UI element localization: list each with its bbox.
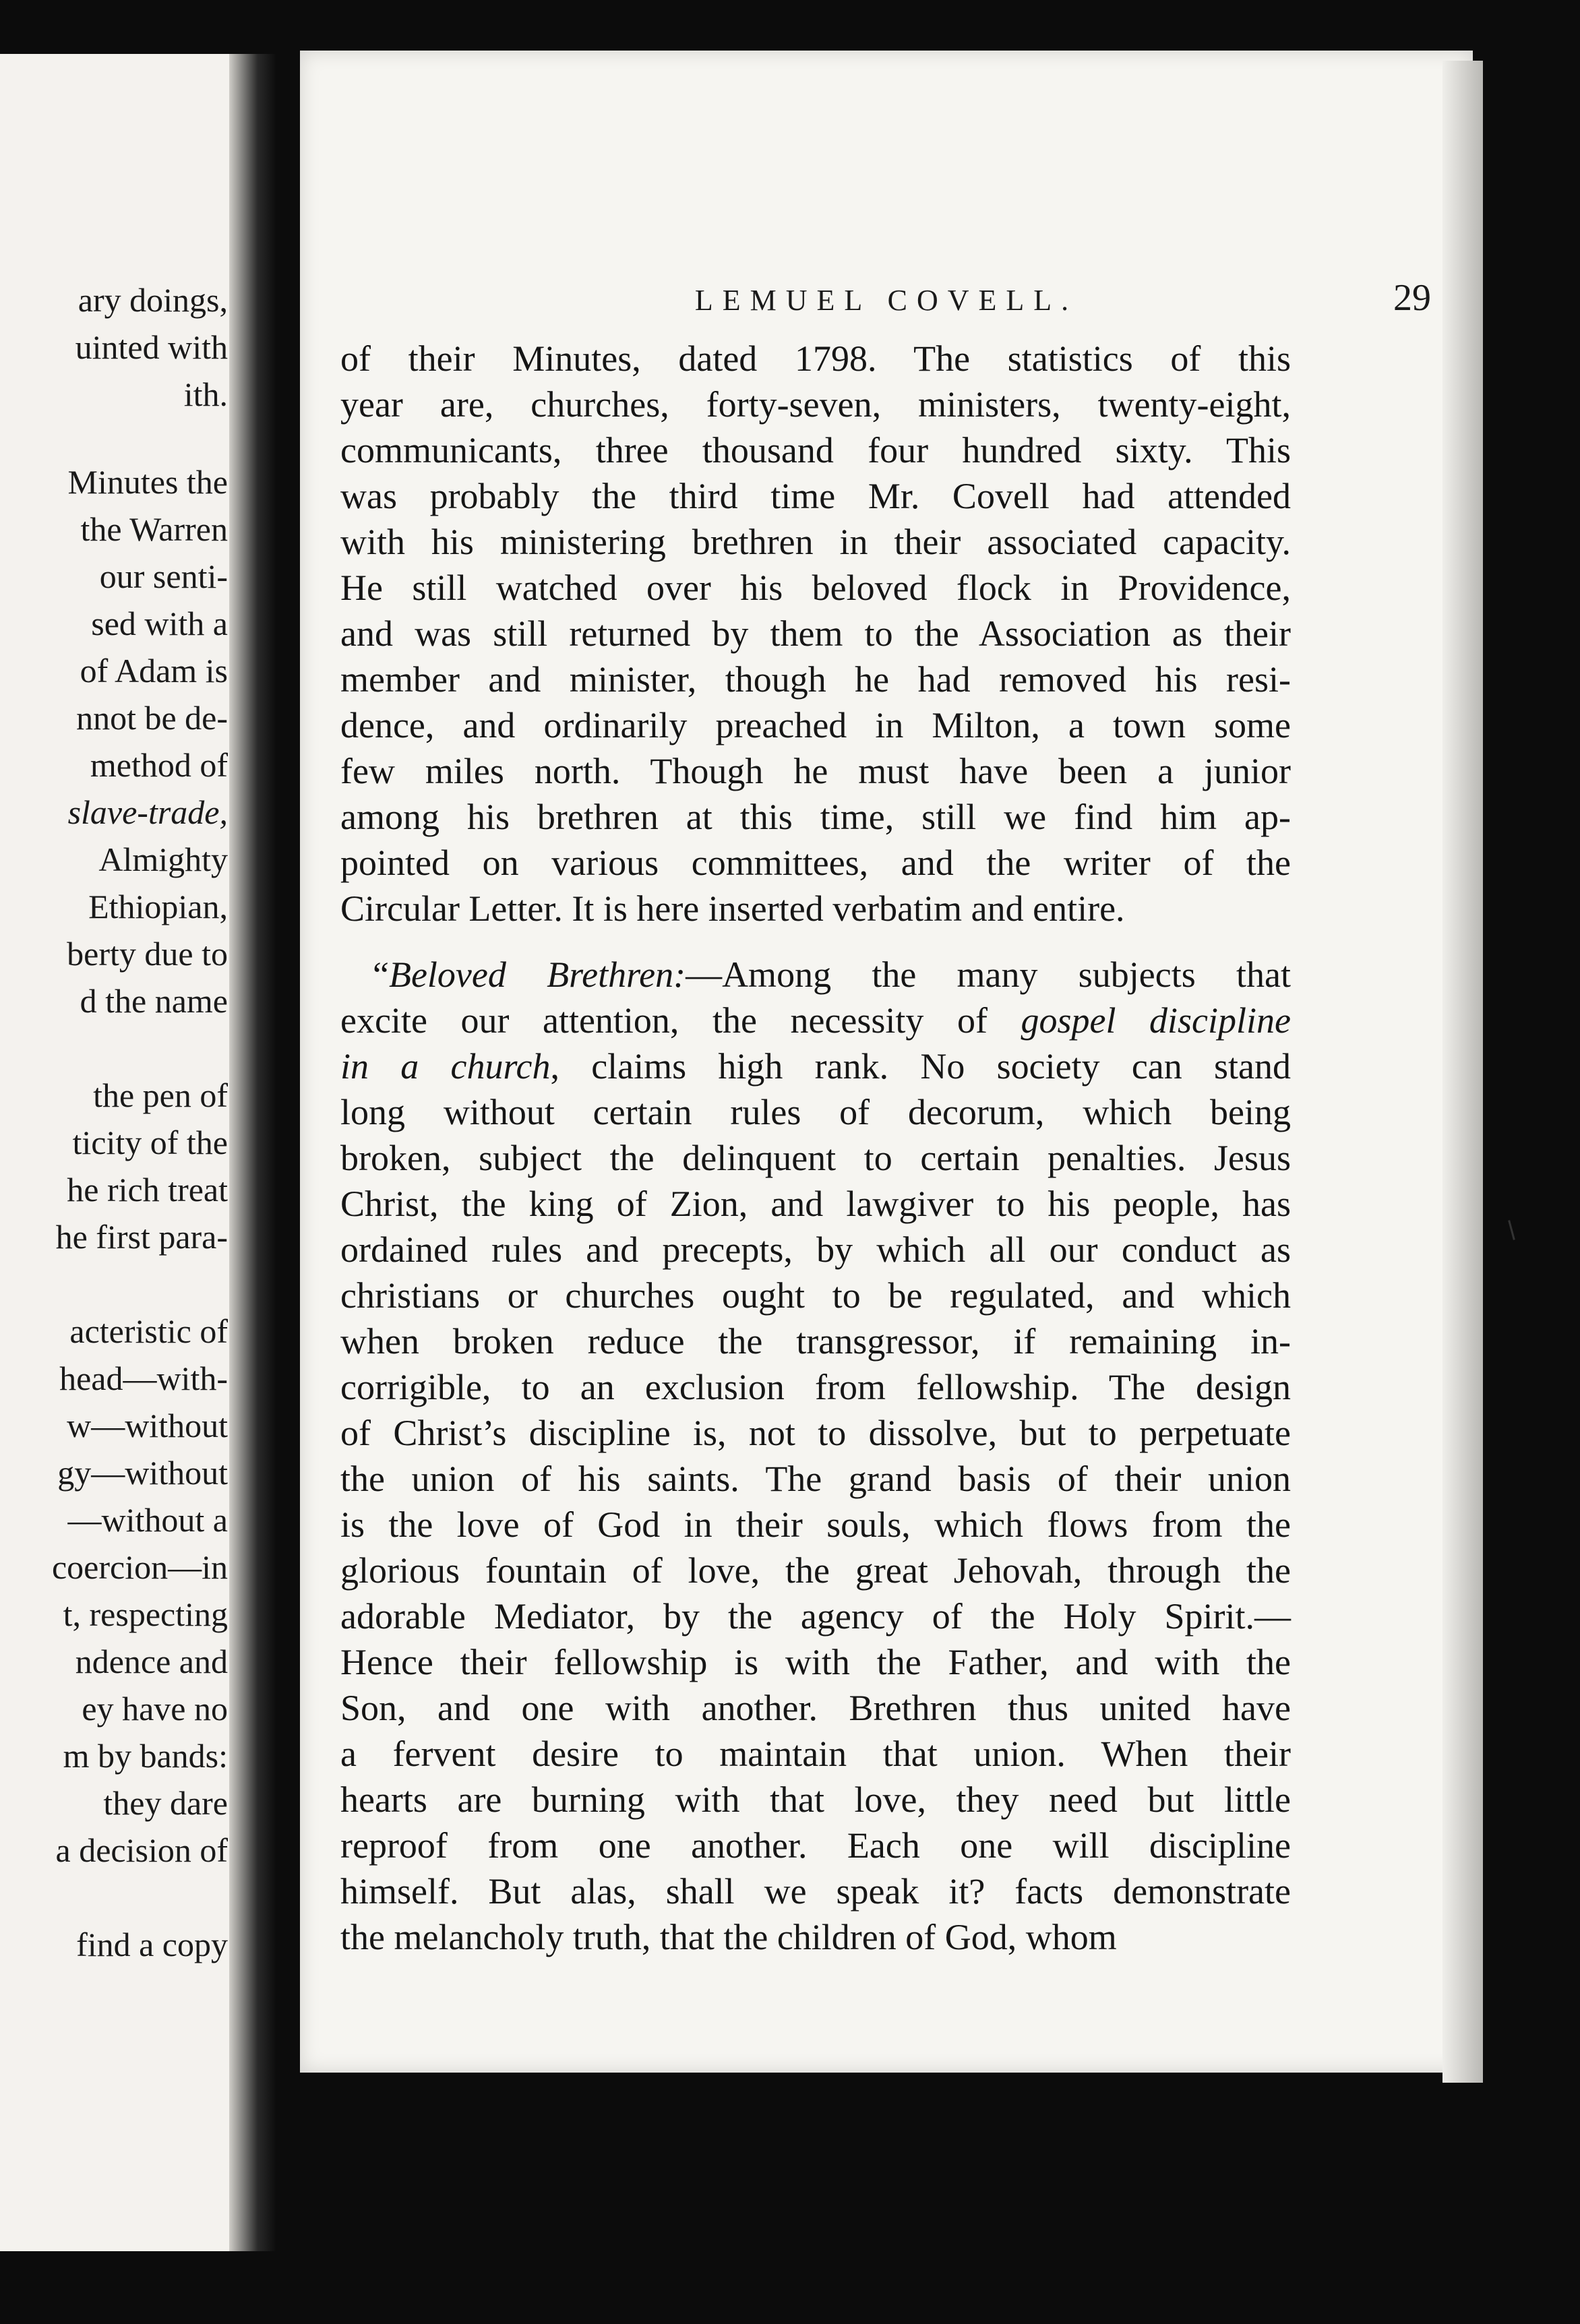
left-page-line: gy—without — [57, 1454, 228, 1492]
body-text-line: broken, subject the delinquent to certain penalties. Jesus — [340, 1138, 1291, 1178]
left-page-line: coercion—in — [51, 1548, 228, 1586]
left-page-line: he rich treat — [67, 1171, 228, 1209]
left-page-line: —without a — [67, 1501, 228, 1539]
body-text-line: himself. But alas, shall we speak it? facts demonstrate — [340, 1871, 1291, 1912]
right-page — [300, 51, 1473, 2073]
body-text-line: ordained rules and precepts, by which all our conduct as — [340, 1229, 1291, 1270]
left-page-line: they dare — [103, 1784, 228, 1822]
left-page-line: our senti- — [99, 557, 228, 595]
left-page-line: Ethiopian, — [88, 888, 228, 925]
body-text-line: hearts are burning with that love, they need but little — [340, 1779, 1291, 1820]
page-number: 29 — [1393, 277, 1431, 319]
body-text-line: dence, and ordinarily preached in Milton, a town some — [340, 705, 1291, 745]
body-text-line: corrigible, to an exclusion from fellowship. The design — [340, 1367, 1291, 1407]
running-head: LEMUEL COVELL. — [694, 284, 1078, 317]
left-page-line: Almighty — [98, 840, 228, 878]
left-page-line: ey have no — [82, 1690, 228, 1727]
margin-mark — [1508, 1220, 1515, 1240]
body-text-line: when broken reduce the transgressor, if remaining in- — [340, 1321, 1291, 1362]
body-text-line: among his brethren at this time, still we find him ap- — [340, 797, 1291, 837]
body-text-line: excite our attention, the necessity of gospel discipline — [340, 1000, 1291, 1041]
page-edge — [1442, 61, 1483, 2083]
left-page-line: ary doings, — [78, 281, 228, 319]
body-text-line: Circular Letter. It is here inserted verbatim and entire. — [340, 888, 1125, 929]
body-text-line: Christ, the king of Zion, and lawgiver to his people, has — [340, 1184, 1291, 1224]
body-text-line: of their Minutes, dated 1798. The statistics of this — [340, 338, 1291, 379]
body-text-line: “Beloved Brethren:—Among the many subjects that — [373, 954, 1291, 995]
left-page-line: the pen of — [93, 1076, 228, 1114]
body-text-line: is the love of God in their souls, which flows from the — [340, 1504, 1291, 1545]
left-page-line: berty due to — [67, 935, 228, 973]
body-text-line: adorable Mediator, by the agency of the Holy Spirit.— — [340, 1596, 1291, 1637]
left-page-line: ticity of the — [72, 1124, 228, 1161]
body-text-line: few miles north. Though he must have been a junior — [340, 751, 1291, 791]
left-page-line: the Warren — [80, 510, 228, 548]
left-page-line: of Adam is — [80, 652, 228, 690]
body-text-line: a fervent desire to maintain that union. When their — [340, 1734, 1291, 1774]
body-text-line: long without certain rules of decorum, which being — [340, 1092, 1291, 1132]
left-page-line: uinted with — [75, 328, 228, 366]
body-text-line: the melancholy truth, that the children of God, whom — [340, 1917, 1117, 1957]
body-text-line: of Christ’s discipline is, not to dissolve, but to perpetuate — [340, 1413, 1291, 1453]
body-text-line: He still watched over his beloved flock in Providence, — [340, 568, 1291, 608]
body-text-line: year are, churches, forty-seven, ministers, twenty-eight, — [340, 384, 1291, 425]
left-page — [0, 54, 244, 2251]
left-page-line: method of — [90, 746, 228, 784]
left-page-line: a decision of — [55, 1831, 228, 1869]
left-page-line: slave-trade, — [67, 793, 228, 831]
body-text-line: pointed on various committees, and the writer of the — [340, 843, 1291, 883]
book-gutter — [229, 54, 276, 2251]
body-text-line: reproof from one another. Each one will discipline — [340, 1825, 1291, 1866]
left-page-line: w—without — [67, 1407, 228, 1444]
left-page-line: d the name — [80, 982, 228, 1020]
body-text-line: glorious fountain of love, the great Jehovah, through the — [340, 1550, 1291, 1591]
left-page-line: ndence and — [75, 1643, 228, 1680]
body-text-line: the union of his saints. The grand basis of their union — [340, 1459, 1291, 1499]
body-text-line: christians or churches ought to be regulated, and which — [340, 1275, 1291, 1316]
left-page-line: Minutes the — [67, 463, 228, 501]
body-text-line: was probably the third time Mr. Covell had attended — [340, 476, 1291, 516]
left-page-line: nnot be de- — [76, 699, 228, 737]
left-page-line: find a copy — [76, 1926, 228, 1963]
body-text-line: Hence their fellowship is with the Father, and with the — [340, 1642, 1291, 1682]
body-text-line: member and minister, though he had removed his resi- — [340, 659, 1291, 700]
left-page-line: m by bands: — [63, 1737, 228, 1775]
body-text-line: and was still returned by them to the Association as their — [340, 613, 1291, 654]
left-page-line: head—with- — [59, 1359, 228, 1397]
left-page-line: ith. — [183, 375, 228, 413]
body-text-line: with his ministering brethren in their associated capacity. — [340, 522, 1291, 562]
left-page-line: t, respecting — [63, 1595, 228, 1633]
left-page-line: sed with a — [91, 605, 228, 642]
left-page-line: he first para- — [55, 1218, 228, 1256]
body-text-line: communicants, three thousand four hundred sixty. This — [340, 430, 1291, 470]
left-page-line: acteristic of — [69, 1312, 228, 1350]
body-text-line: Son, and one with another. Brethren thus united have — [340, 1688, 1291, 1728]
body-text-line: in a church, claims high rank. No society can stand — [340, 1046, 1291, 1087]
